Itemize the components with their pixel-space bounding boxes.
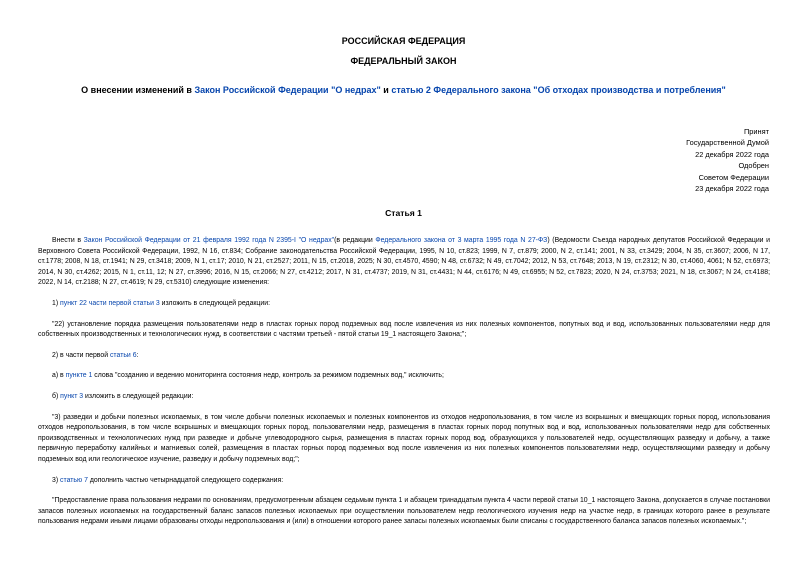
title-link-waste-law[interactable]: статью 2 Федерального закона "Об отходах производства и потребления" — [391, 85, 726, 95]
item-2a-link[interactable]: пункте 1 — [65, 372, 93, 380]
article-body — [38, 236, 770, 538]
item-text: 2) в части первой — [52, 351, 110, 359]
law-title — [0, 85, 807, 95]
adoption-block — [686, 126, 769, 194]
adoption-line: Принят — [743, 127, 769, 136]
item-2b — [38, 392, 770, 403]
item-1-link[interactable]: пункт 22 части первой статьи 3 — [60, 299, 160, 307]
adoption-line: Одобрен — [738, 161, 769, 171]
item-3-link[interactable]: статью 7 — [60, 476, 88, 484]
intro-text: ) (Ведомости Съезда народных депутатов Российской Федерации и Верховного Совета Российской Федерации, 1992, N 16, ст.834; Собрание законодательства Российской Федерации, 1995, N 10, ст.823; 1999, N 7, ст.879; 2000, N 2, ст.141; 2001, N 33, ст.3429; 2004, N 35, ст.3607; 2006, N 17, ст.1778; 2008, N 18, ст.1941; N 29, ст.3418; 2009, N 1, ст.17; 2010, N 21, ст.2527; 2011, N 15, ст.2018, 2025; N 30, ст.4570, 4590; N 48, ст.6732; N 49, ст.7042; 2012, N 53, ст.7648; 2013, N 19, ст.2312; N 30, ст.4060, 4061; N 52, ст.6973; 2014, N 30, ст.4262; 2015, N 1, ст.11, 12; N 27, ст.3996; 2016, N 15, ст.2066; N 27, ст.4212; 2017, N 31, ст.4737; 2019, N 31, ст.4431; N 44, ст.6176; N 49, ст.6955; N 52, ст.7823; 2020, N 24, ст.3753; 2021, N 18, ст.3067; N 24, ст.4188; 2022, N 14, ст.2188; N 27, ст.4619; N 29, ст.5310) следующие изменения: — [38, 237, 771, 287]
article-title: Статья 1 — [385, 208, 422, 218]
item-2-link[interactable]: статьи 6 — [109, 351, 137, 359]
item-text: 3) — [52, 476, 61, 484]
adoption-line: 23 декабря 2022 года — [695, 184, 769, 194]
intro-text: Внести в — [52, 237, 84, 244]
intro-paragraph — [38, 236, 770, 289]
law-type-heading: ФЕДЕРАЛЬНЫЙ ЗАКОН — [350, 56, 457, 66]
title-link-law-on-subsoil[interactable]: Закон Российской Федерации "О недрах" — [194, 85, 381, 95]
item-text: изложить в следующей редакции: — [83, 392, 194, 400]
item-text: слова "созданию и ведению мониторинга состояния недр, контроль за режимом подземных вод," исключить; — [92, 372, 444, 380]
intro-link-law[interactable]: Закон Российской Федерации от 21 февраля 1992 года N 2395-I "О недрах" — [83, 237, 335, 244]
item-2 — [38, 351, 770, 362]
quote-1: "22) установление порядка размещения пользователями недр в пластах горных пород подземных вод после извлечения из них полезных компонентов, попутных вод и вод, использованных пользователями недр для собственных производственных и технологических нужд, в соответствии с частями третьей - пятой статьи 19_1 настоящего Закона;"; — [38, 320, 770, 339]
item-text: б) — [52, 392, 61, 400]
item-text: 1) — [52, 299, 61, 307]
item-text: дополнить частью четырнадцатой следующего содержания: — [87, 476, 284, 484]
adoption-line: Государственной Думой — [686, 138, 769, 148]
title-mid: и — [380, 85, 392, 95]
item-2a — [38, 371, 770, 382]
item-1 — [38, 299, 770, 310]
item-2b-link[interactable]: пункт 3 — [60, 392, 84, 400]
item-text: а) в — [52, 372, 66, 380]
adoption-line: Советом Федерации — [698, 172, 769, 182]
item-text: изложить в следующей редакции: — [159, 299, 270, 307]
adoption-line: 22 декабря 2022 года — [695, 149, 769, 159]
intro-text: (в редакции — [334, 237, 376, 244]
country-heading: РОССИЙСКАЯ ФЕДЕРАЦИЯ — [341, 36, 466, 46]
item-3 — [38, 476, 770, 487]
quote-3: "Предоставление права пользования недрами по основаниям, предусмотренным абзацем седьмым пункта 1 и абзацем тринадцатым пункта 4 части первой статьи 10_1 настоящего Закона, допускается в случае постановки запасов полезных ископаемых на государственный баланс запасов полезных ископаемых при осуществлении пользователем недр геологического изучения недр на участке недр, в границах которого ранее в результате пользования недрами иными лицами образованы отходы недропользования и (или) в отношении которого ранее запасы полезных ископаемых были списаны с государственного баланса запасов полезных ископаемых."; — [38, 497, 770, 526]
title-prefix: О внесении изменений в — [81, 85, 195, 95]
item-text: : — [136, 351, 139, 359]
intro-link-federal-law[interactable]: Федерального закона от 3 марта 1995 года N 27-ФЗ — [375, 237, 548, 244]
quote-2: "3) разведки и добычи полезных ископаемых, в том числе добычи полезных ископаемых и полезных компонентов из отходов недропользования, в том числе из вскрышных и вмещающих горных пород, использования отходов недропользования, в том числе вскрышных и вмещающих горных пород, пользователями недр, размещения в пластах горных пород попутных вод и вод, использованных пользователями недр для собственных производственных и технологических нужд при разведке и добыче углеводородного сырья, размещения в пластах горных пород вод, образующихся у пользователей недр, осуществляющих разведку и добычу, а также первичную переработку калийных и магниевых солей, размещения в пластах горных пород подземных вод после извлечения из них полезных компонентов пользователями недр, осуществляющими разведку и добычу подземных вод или геологическое изучение, разведку и добычу подземных вод;"; — [38, 413, 770, 463]
